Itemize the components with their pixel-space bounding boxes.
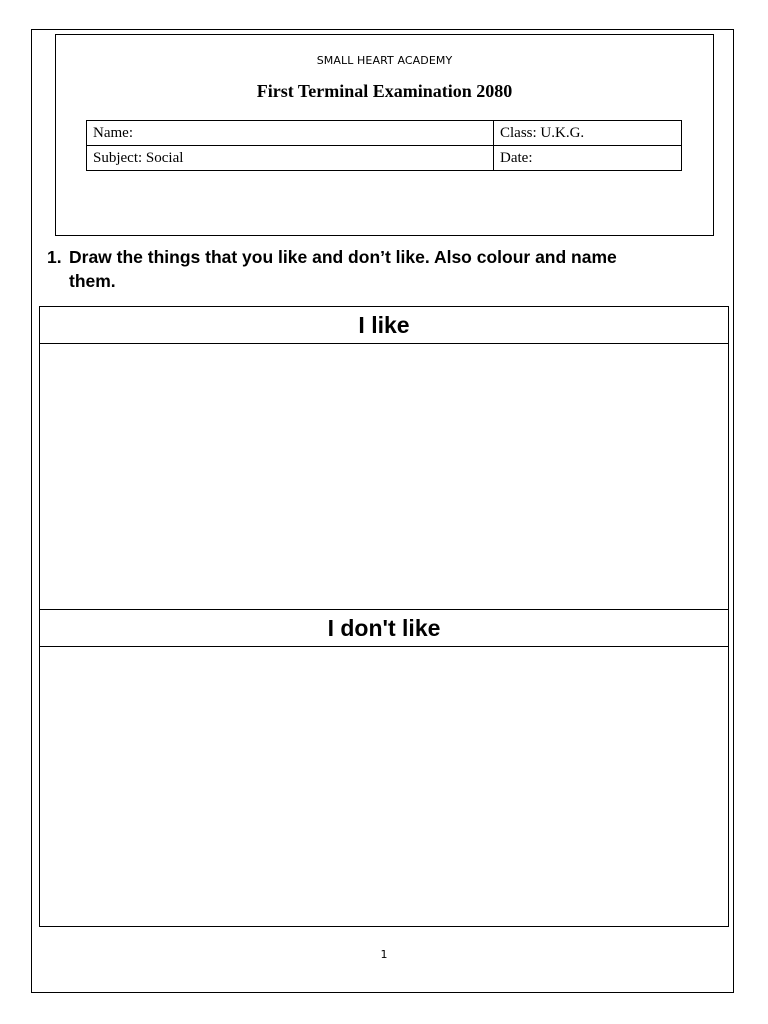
- question-number: 1.: [47, 247, 62, 267]
- exam-title: First Terminal Examination 2080: [256, 81, 513, 101]
- drawing-box: [39, 306, 729, 927]
- like-section-title: I like: [358, 312, 410, 338]
- table-row: [87, 146, 682, 171]
- date-field[interactable]: Date:: [494, 146, 682, 171]
- like-drawing-area[interactable]: [40, 344, 728, 609]
- page-number: 1: [380, 948, 388, 961]
- exam-header-box: [55, 34, 714, 236]
- student-info-table: [86, 120, 682, 171]
- school-name: SMALL HEART ACADEMY: [316, 54, 453, 67]
- question-text-line1: Draw the things that you like and don’t like. Also colour and name: [69, 247, 617, 267]
- name-field[interactable]: Name:: [87, 121, 494, 146]
- class-field: Class: U.K.G.: [494, 121, 682, 146]
- question-text-line2: them.: [69, 271, 116, 291]
- table-row: [87, 121, 682, 146]
- subject-field: Subject: Social: [87, 146, 494, 171]
- dislike-section-title: I don't like: [327, 615, 441, 641]
- dislike-drawing-area[interactable]: [40, 647, 728, 926]
- question-1: [47, 245, 727, 293]
